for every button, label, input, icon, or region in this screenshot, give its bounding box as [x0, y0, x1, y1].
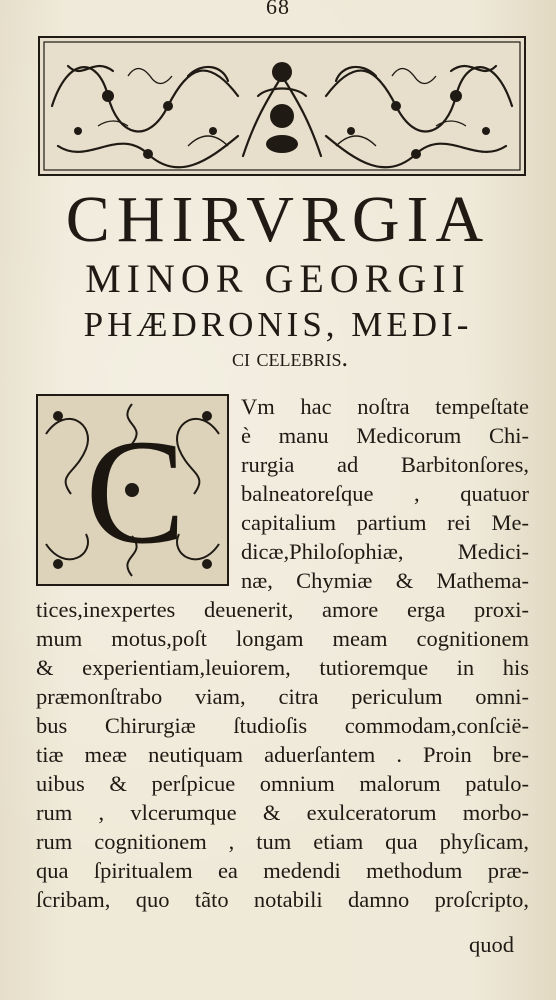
initial-letter: C	[85, 409, 186, 575]
text-line-3: rurgia ad Barbitonſores,	[241, 452, 529, 477]
page-number: 68	[266, 0, 290, 19]
text-line-15: rum , vlcerumque & exulceratorum morbo-	[36, 800, 529, 825]
text-line-13: tiæ meæ neutiquam aduerſantem . Proin bre-	[36, 742, 529, 767]
title-line-4: ci celebris.	[231, 343, 348, 372]
headpiece-ornament-graphic	[38, 36, 526, 176]
title-line-2: MINOR GEORGII	[85, 256, 471, 301]
text-line-1: Vm hac noſtra tempeſtate	[241, 394, 529, 419]
text-line-2: è manu Medicorum Chi-	[241, 423, 529, 448]
text-line-10: & experientiam,leuiorem, tutioremque in his	[36, 655, 529, 680]
text-line-5: capitalium partium rei Me-	[241, 510, 529, 535]
text-line-11: præmonſtrabo viam, citra periculum omni-	[36, 684, 529, 709]
title-line-3: PHÆDRONIS, MEDI-	[83, 305, 473, 344]
text-line-9: mum motus,poſt longam meam cognitionem	[36, 626, 529, 651]
text-line-6: dicæ,Philoſophiæ, Medici-	[241, 539, 529, 564]
decorated-initial	[36, 394, 229, 586]
catchword: quod	[469, 932, 514, 957]
ornamental-headpiece	[38, 36, 526, 176]
text-line-17: qua ſpiritualem ea medendi methodum præ-	[36, 858, 529, 883]
text-line-12: bus Chirurgiæ ſtudioſis commodam,conſcië-	[36, 713, 529, 738]
title-line-1: CHIRVRGIA	[65, 183, 491, 256]
text-line-18: ſcribam, quo tãto notabili damno proſcripto,	[36, 887, 529, 912]
text-line-8: tices,inexpertes deuenerit, amore erga proxi-	[36, 597, 529, 622]
text-line-16: rum cognitionem , tum etiam qua phyſicam,	[36, 829, 529, 854]
text-line-4: balneatoreſque , quatuor	[241, 481, 529, 506]
text-line-14: uibus & perſpicue omnium malorum patulo-	[36, 771, 529, 796]
text-line-7: næ, Chymiæ & Mathema-	[241, 568, 529, 593]
